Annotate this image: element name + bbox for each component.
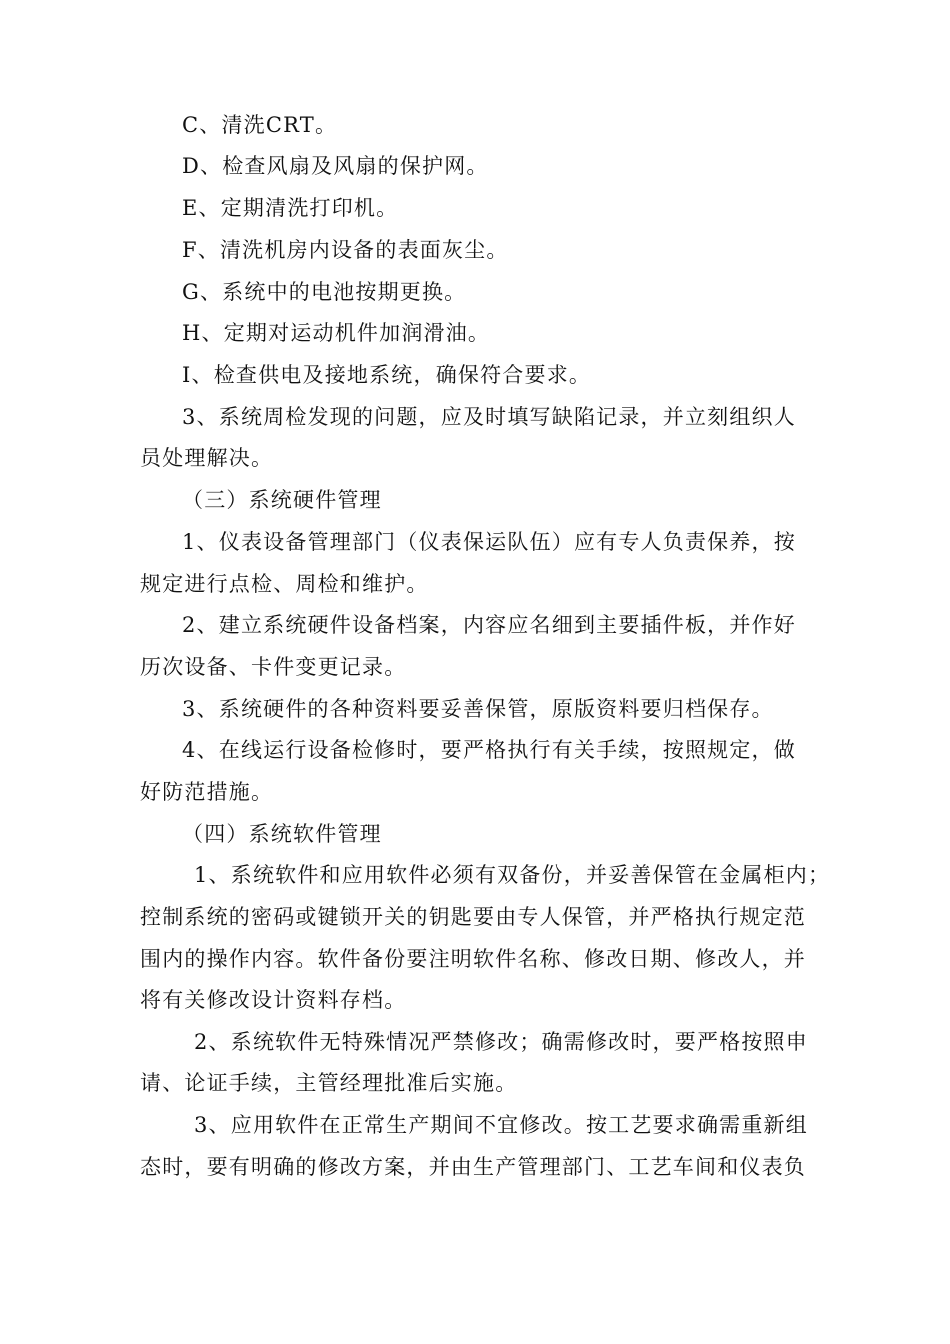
text-line-g: G、系统中的电池按期更换。 xyxy=(182,280,467,304)
section-heading-hardware: （三）系统硬件管理 xyxy=(182,488,382,512)
software-item-1-line-1: 1、系统软件和应用软件必须有双备份，并妥善保管在金属柜内； xyxy=(194,863,831,887)
software-item-2-line-2: 请、论证手续，主管经理批准后实施。 xyxy=(140,1071,518,1095)
software-item-1-line-2: 控制系统的密码或键锁开关的钥匙要由专人保管，并严格执行规定范 xyxy=(140,905,806,929)
hardware-item-1-line-1: 1、仪表设备管理部门（仪表保运队伍）应有专人负责保养，按 xyxy=(182,530,796,554)
text-line-i: I、检查供电及接地系统，确保符合要求。 xyxy=(182,363,592,387)
hardware-item-2-line-1: 2、建立系统硬件设备档案，内容应名细到主要插件板，并作好 xyxy=(182,613,796,637)
text-line-f: F、清洗机房内设备的表面灰尘。 xyxy=(182,238,509,262)
hardware-item-4-line-1: 4、在线运行设备检修时，要严格执行有关手续，按照规定，做 xyxy=(182,738,796,762)
paragraph-3-line-1: 3、系统周检发现的问题，应及时填写缺陷记录，并立刻组织人 xyxy=(182,405,796,429)
hardware-item-3: 3、系统硬件的各种资料要妥善保管，原版资料要归档保存。 xyxy=(182,697,774,721)
text-line-e: E、定期清洗打印机。 xyxy=(182,196,399,220)
software-item-3-line-1: 3、应用软件在正常生产期间不宜修改。按工艺要求确需重新组 xyxy=(194,1113,808,1137)
text-line-c: C、清洗CRT。 xyxy=(182,113,338,137)
software-item-1-line-4: 将有关修改设计资料存档。 xyxy=(140,988,407,1012)
hardware-item-4-line-2: 好防范措施。 xyxy=(140,780,274,804)
text-line-h: H、定期对运动机件加润滑油。 xyxy=(182,321,491,345)
hardware-item-2-line-2: 历次设备、卡件变更记录。 xyxy=(140,655,407,679)
software-item-1-line-3: 围内的操作内容。软件备份要注明软件名称、修改日期、修改人，并 xyxy=(140,947,806,971)
hardware-item-1-line-2: 规定进行点检、周检和维护。 xyxy=(140,572,429,596)
software-item-2-line-1: 2、系统软件无特殊情况严禁修改；确需修改时，要严格按照申 xyxy=(194,1030,808,1054)
section-heading-software: （四）系统软件管理 xyxy=(182,822,382,846)
text-line-d: D、检查风扇及风扇的保护网。 xyxy=(182,154,489,178)
software-item-3-line-2: 态时，要有明确的修改方案，并由生产管理部门、工艺车间和仪表负 xyxy=(140,1155,806,1179)
paragraph-3-line-2: 员处理解决。 xyxy=(140,446,274,470)
